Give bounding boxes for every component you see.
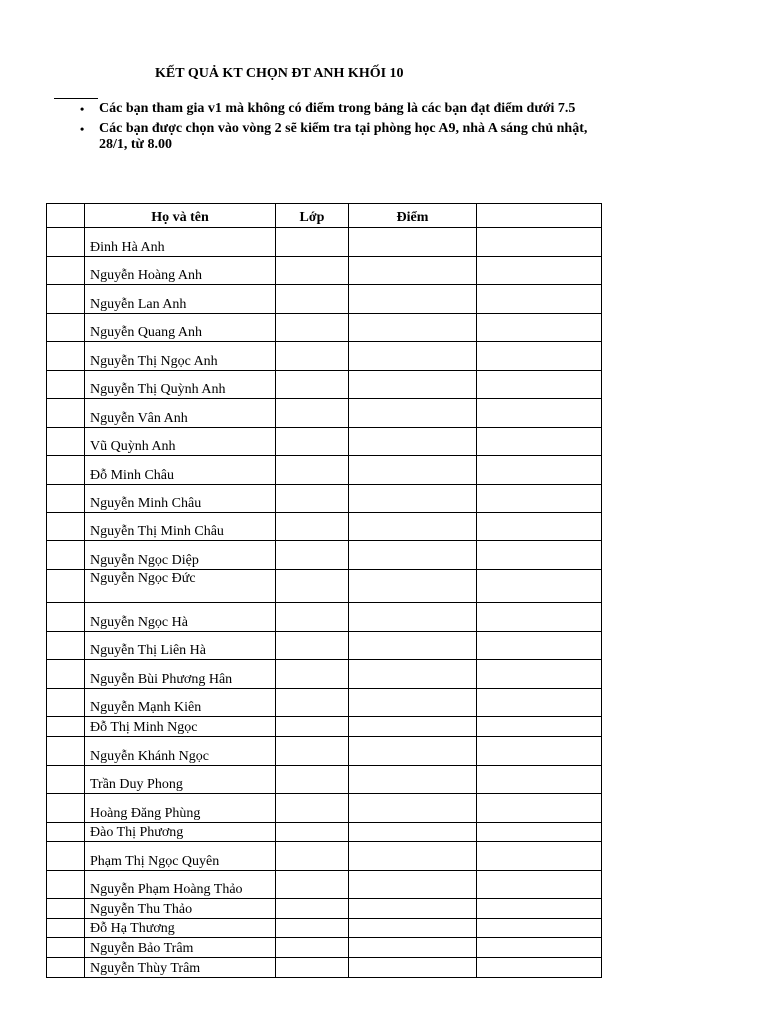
extra-cell <box>477 228 602 257</box>
class-cell <box>276 314 349 342</box>
score-cell <box>349 794 477 823</box>
name-cell: Nguyễn Vân Anh <box>85 399 276 428</box>
index-cell <box>47 842 85 871</box>
header-score: Điểm <box>349 204 477 228</box>
table-header-row <box>47 204 602 228</box>
table-row <box>47 899 602 919</box>
extra-cell <box>477 958 602 978</box>
class-cell <box>276 428 349 456</box>
extra-cell <box>477 603 602 632</box>
extra-cell <box>477 823 602 842</box>
score-cell <box>349 285 477 314</box>
name-cell: Nguyễn Bảo Trâm <box>85 938 276 958</box>
header-name: Họ và tên <box>85 204 276 228</box>
class-cell <box>276 399 349 428</box>
extra-cell <box>477 314 602 342</box>
class-cell <box>276 717 349 737</box>
index-cell <box>47 737 85 766</box>
index-cell <box>47 632 85 660</box>
extra-cell <box>477 717 602 737</box>
class-cell <box>276 513 349 541</box>
title-underline-rule <box>54 98 98 99</box>
document-title: KẾT QUẢ KT CHỌN ĐT ANH KHỐI 10 <box>155 66 404 81</box>
score-cell <box>349 428 477 456</box>
extra-cell <box>477 456 602 485</box>
class-cell <box>276 938 349 958</box>
name-cell: Nguyễn Thu Thảo <box>85 899 276 919</box>
table-row <box>47 570 602 603</box>
class-cell <box>276 570 349 603</box>
name-cell: Nguyễn Phạm Hoàng Thảo <box>85 871 276 899</box>
extra-cell <box>477 794 602 823</box>
index-cell <box>47 399 85 428</box>
class-cell <box>276 794 349 823</box>
index-cell <box>47 958 85 978</box>
index-cell <box>47 717 85 737</box>
score-cell <box>349 766 477 794</box>
notes-list <box>80 101 600 157</box>
name-cell: Nguyễn Khánh Ngọc <box>85 737 276 766</box>
name-cell: Vũ Quỳnh Anh <box>85 428 276 456</box>
table-row <box>47 428 602 456</box>
table-row <box>47 823 602 842</box>
class-cell <box>276 842 349 871</box>
table-row <box>47 938 602 958</box>
score-cell <box>349 485 477 513</box>
name-cell: Nguyễn Thùy Trâm <box>85 958 276 978</box>
table-row <box>47 285 602 314</box>
bullet-icon: • <box>80 122 85 136</box>
index-cell <box>47 899 85 919</box>
extra-cell <box>477 399 602 428</box>
index-cell <box>47 823 85 842</box>
index-cell <box>47 689 85 717</box>
table-row <box>47 456 602 485</box>
class-cell <box>276 958 349 978</box>
extra-cell <box>477 428 602 456</box>
score-cell <box>349 257 477 285</box>
index-cell <box>47 428 85 456</box>
table-row <box>47 257 602 285</box>
index-cell <box>47 342 85 371</box>
header-extra <box>477 204 602 228</box>
extra-cell <box>477 371 602 399</box>
results-table <box>46 203 602 978</box>
table-row <box>47 632 602 660</box>
name-cell: Đỗ Hạ Thương <box>85 919 276 938</box>
name-cell: Nguyễn Ngọc Hà <box>85 603 276 632</box>
extra-cell <box>477 871 602 899</box>
index-cell <box>47 603 85 632</box>
name-cell: Nguyễn Ngọc Đức <box>85 570 276 603</box>
name-cell: Nguyễn Quang Anh <box>85 314 276 342</box>
index-cell <box>47 485 85 513</box>
table-row <box>47 399 602 428</box>
table-row <box>47 766 602 794</box>
note-text: Các bạn tham gia v1 mà không có điểm trong bảng là các bạn đạt điểm dưới 7.5 <box>99 101 576 116</box>
index-cell <box>47 456 85 485</box>
score-cell <box>349 632 477 660</box>
index-cell <box>47 919 85 938</box>
score-cell <box>349 541 477 570</box>
header-index <box>47 204 85 228</box>
header-class: Lớp <box>276 204 349 228</box>
note-item <box>80 121 600 153</box>
table-row <box>47 794 602 823</box>
index-cell <box>47 513 85 541</box>
index-cell <box>47 228 85 257</box>
table-row <box>47 660 602 689</box>
table-row <box>47 314 602 342</box>
class-cell <box>276 285 349 314</box>
score-cell <box>349 938 477 958</box>
name-cell: Nguyễn Thị Minh Châu <box>85 513 276 541</box>
name-cell: Đỗ Thị Minh Ngọc <box>85 717 276 737</box>
index-cell <box>47 660 85 689</box>
extra-cell <box>477 257 602 285</box>
score-cell <box>349 689 477 717</box>
table-row <box>47 919 602 938</box>
name-cell: Đào Thị Phương <box>85 823 276 842</box>
score-cell <box>349 228 477 257</box>
extra-cell <box>477 541 602 570</box>
extra-cell <box>477 899 602 919</box>
class-cell <box>276 371 349 399</box>
table-row <box>47 717 602 737</box>
score-cell <box>349 456 477 485</box>
name-cell: Nguyễn Bùi Phương Hân <box>85 660 276 689</box>
score-cell <box>349 660 477 689</box>
extra-cell <box>477 570 602 603</box>
name-cell: Nguyễn Ngọc Diệp <box>85 541 276 570</box>
extra-cell <box>477 766 602 794</box>
score-cell <box>349 342 477 371</box>
name-cell: Phạm Thị Ngọc Quyên <box>85 842 276 871</box>
table-body <box>47 228 602 978</box>
class-cell <box>276 485 349 513</box>
extra-cell <box>477 513 602 541</box>
index-cell <box>47 938 85 958</box>
score-cell <box>349 737 477 766</box>
table-row <box>47 737 602 766</box>
score-cell <box>349 899 477 919</box>
score-cell <box>349 399 477 428</box>
extra-cell <box>477 938 602 958</box>
index-cell <box>47 285 85 314</box>
extra-cell <box>477 342 602 371</box>
score-cell <box>349 314 477 342</box>
index-cell <box>47 871 85 899</box>
class-cell <box>276 632 349 660</box>
table-row <box>47 541 602 570</box>
table-row <box>47 842 602 871</box>
note-item <box>80 101 600 117</box>
name-cell: Đỗ Minh Châu <box>85 456 276 485</box>
name-cell: Nguyễn Minh Châu <box>85 485 276 513</box>
class-cell <box>276 257 349 285</box>
extra-cell <box>477 285 602 314</box>
score-cell <box>349 871 477 899</box>
index-cell <box>47 257 85 285</box>
score-cell <box>349 919 477 938</box>
table-row <box>47 871 602 899</box>
bullet-icon: • <box>80 102 85 116</box>
class-cell <box>276 871 349 899</box>
class-cell <box>276 456 349 485</box>
table-row <box>47 371 602 399</box>
name-cell: Nguyễn Lan Anh <box>85 285 276 314</box>
score-cell <box>349 842 477 871</box>
name-cell: Nguyễn Hoàng Anh <box>85 257 276 285</box>
name-cell: Trần Duy Phong <box>85 766 276 794</box>
extra-cell <box>477 737 602 766</box>
score-cell <box>349 603 477 632</box>
index-cell <box>47 766 85 794</box>
extra-cell <box>477 660 602 689</box>
table-row <box>47 689 602 717</box>
extra-cell <box>477 632 602 660</box>
extra-cell <box>477 842 602 871</box>
name-cell: Nguyễn Thị Quỳnh Anh <box>85 371 276 399</box>
index-cell <box>47 570 85 603</box>
table-row <box>47 342 602 371</box>
score-cell <box>349 371 477 399</box>
class-cell <box>276 660 349 689</box>
score-cell <box>349 823 477 842</box>
extra-cell <box>477 485 602 513</box>
table-row <box>47 485 602 513</box>
table-row <box>47 228 602 257</box>
score-cell <box>349 717 477 737</box>
class-cell <box>276 823 349 842</box>
table-row <box>47 603 602 632</box>
class-cell <box>276 919 349 938</box>
score-cell <box>349 513 477 541</box>
class-cell <box>276 899 349 919</box>
class-cell <box>276 603 349 632</box>
class-cell <box>276 689 349 717</box>
score-cell <box>349 570 477 603</box>
extra-cell <box>477 689 602 717</box>
table-row <box>47 513 602 541</box>
score-cell <box>349 958 477 978</box>
class-cell <box>276 342 349 371</box>
note-text: Các bạn được chọn vào vòng 2 sẽ kiểm tra tại phòng học A9, nhà A sáng chủ nhật, 28/1, từ 8.00 <box>99 121 588 152</box>
name-cell: Nguyễn Mạnh Kiên <box>85 689 276 717</box>
name-cell: Nguyễn Thị Ngọc Anh <box>85 342 276 371</box>
index-cell <box>47 314 85 342</box>
class-cell <box>276 766 349 794</box>
class-cell <box>276 737 349 766</box>
extra-cell <box>477 919 602 938</box>
table-row <box>47 958 602 978</box>
index-cell <box>47 794 85 823</box>
index-cell <box>47 371 85 399</box>
name-cell: Nguyễn Thị Liên Hà <box>85 632 276 660</box>
name-cell: Đinh Hà Anh <box>85 228 276 257</box>
name-cell: Hoàng Đăng Phùng <box>85 794 276 823</box>
class-cell <box>276 228 349 257</box>
index-cell <box>47 541 85 570</box>
class-cell <box>276 541 349 570</box>
